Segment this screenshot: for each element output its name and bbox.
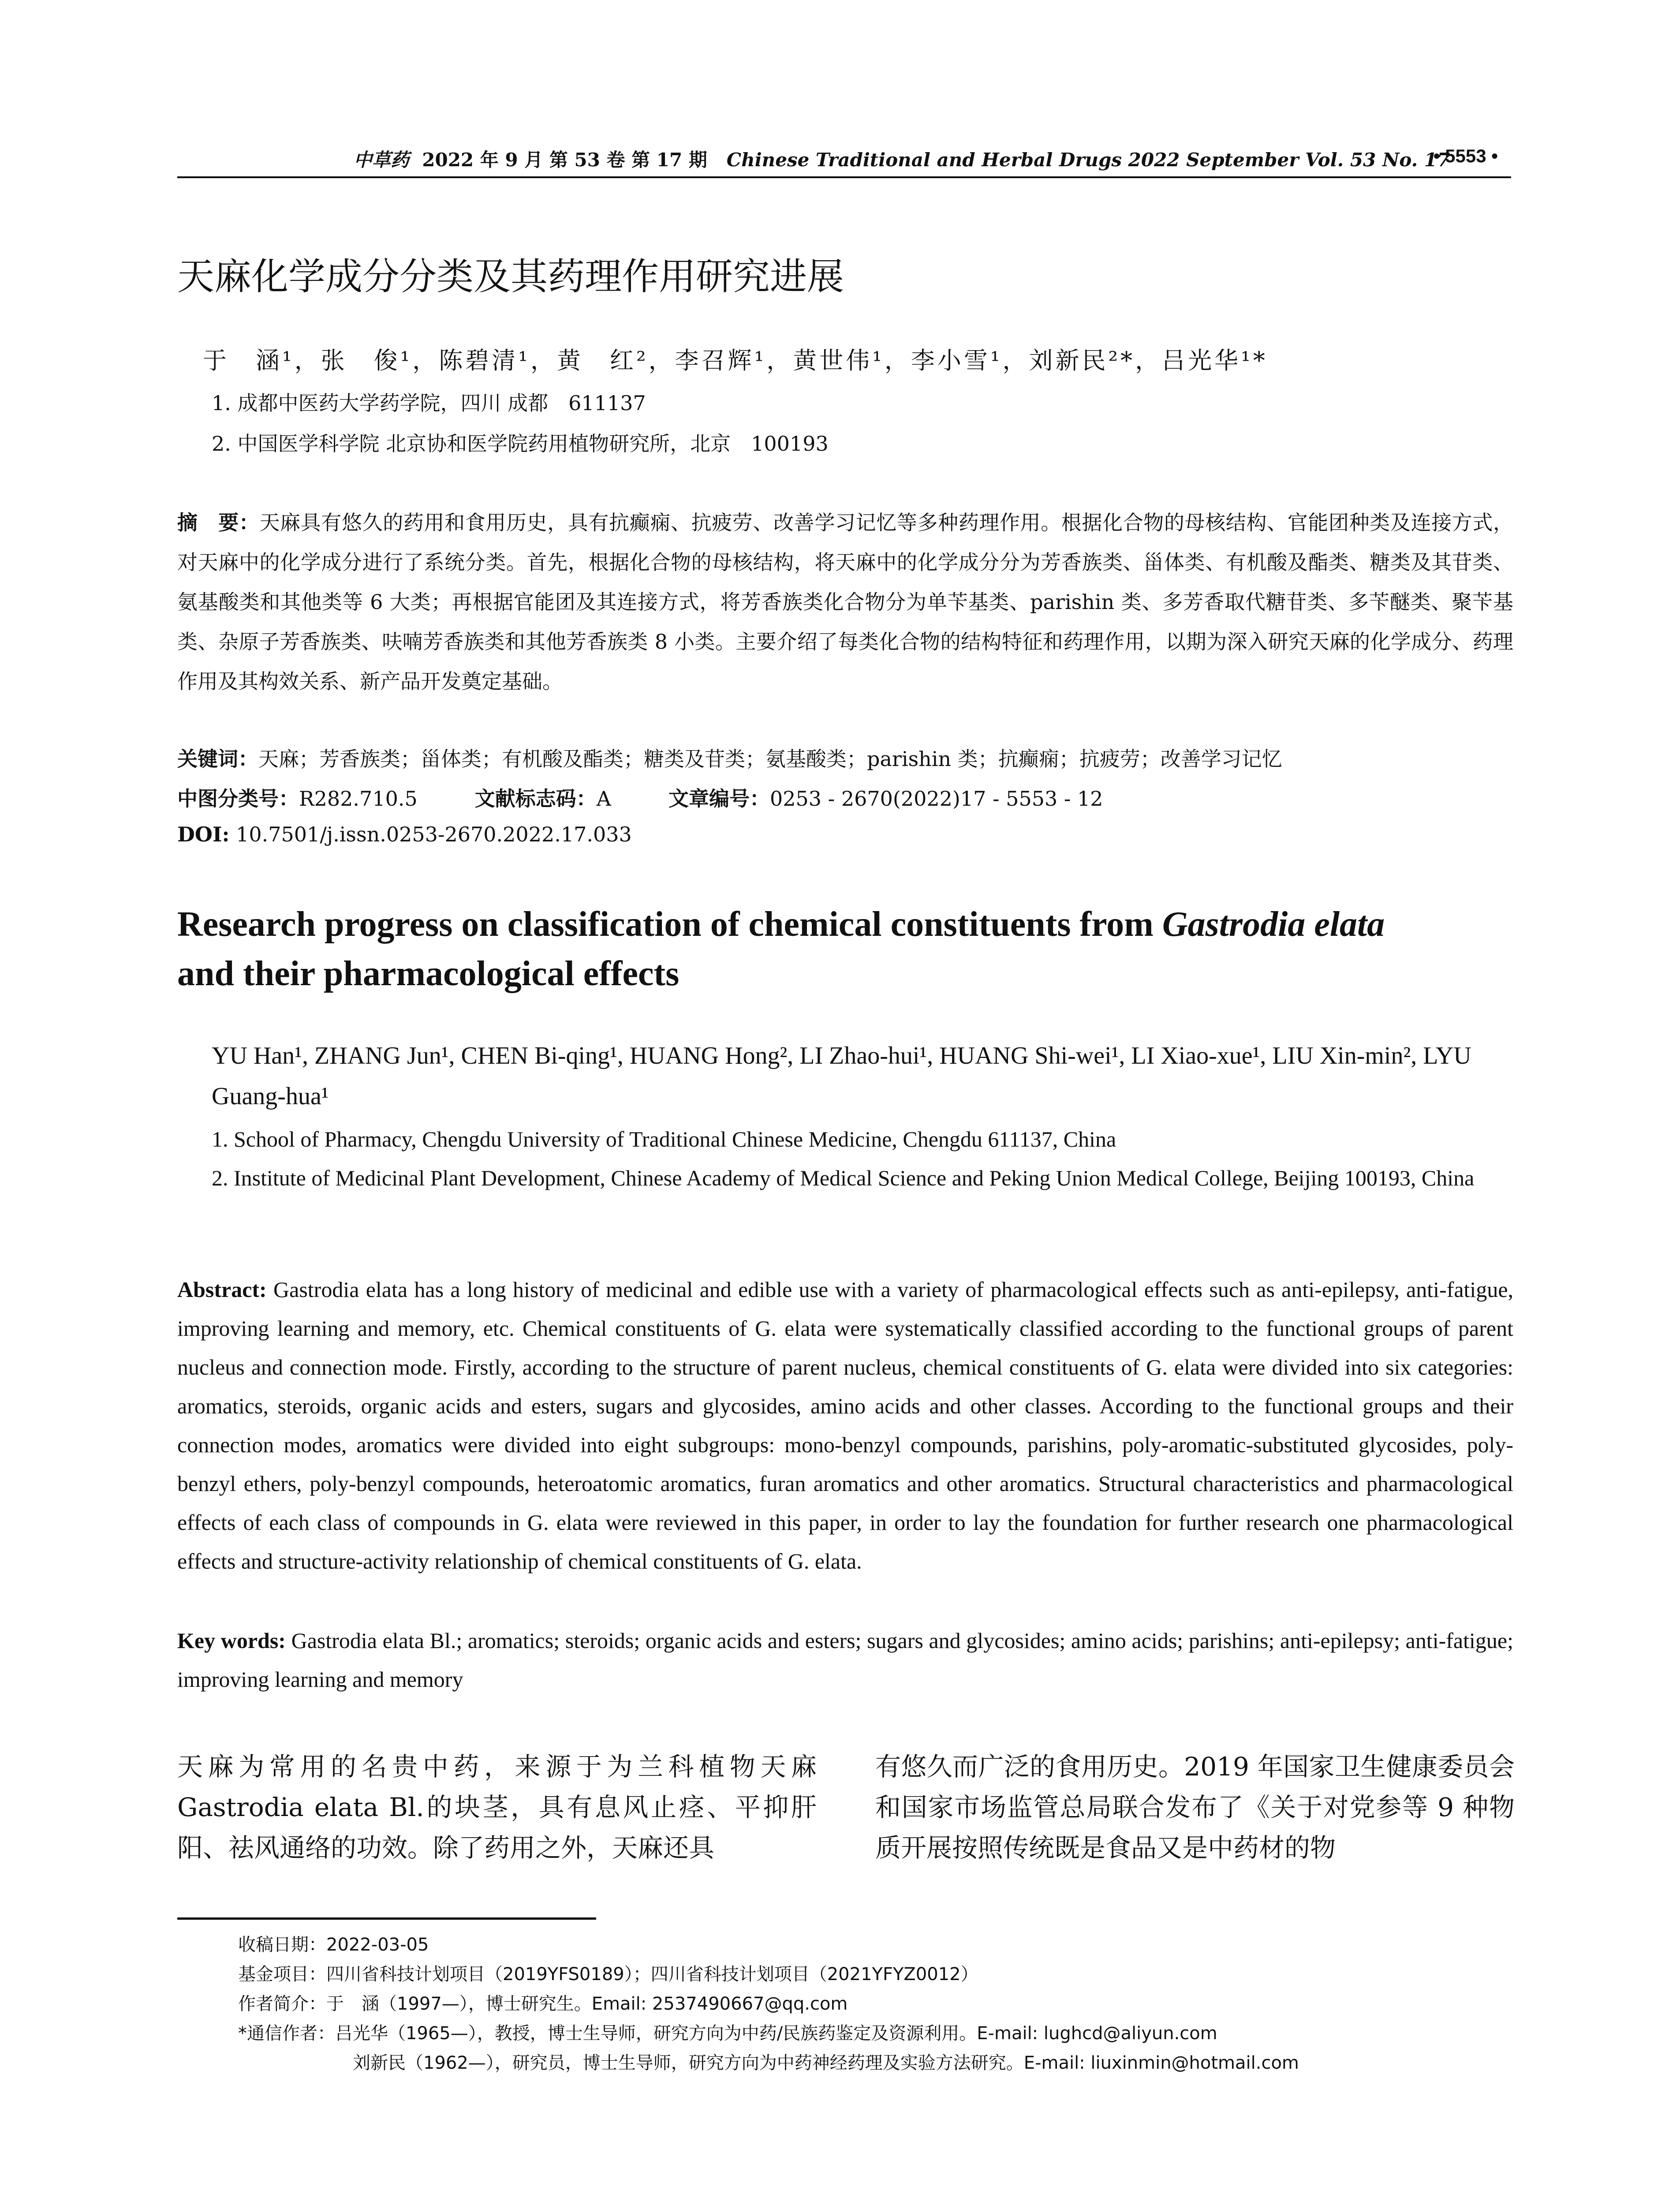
cn-affiliation-1: 1. 成都中医药大学药学院，四川 成都 611137 <box>212 391 646 415</box>
en-title <box>177 900 1513 998</box>
en-abstract <box>177 1270 1513 1581</box>
en-affiliation-2: 2. Institute of Medicinal Plant Development, Chinese Academy of Medical Science and Peking Union Medical College, Beijing 100193, China <box>212 1166 1475 1190</box>
cn-abstract <box>177 503 1513 701</box>
doi-line <box>177 822 632 846</box>
body-column-right: 有悠久而广泛的食用历史。2019 年国家卫生健康委员会和国家市场监管总局联合发布了《关于对党参等 9 种物质开展按照传统既是食品又是中药材的物 <box>875 1752 1515 1863</box>
en-title-part-a: Research progress on classification of chemical constituents from <box>177 905 1162 944</box>
clc-value: R282.710.5 <box>299 787 418 811</box>
en-abstract-label: Abstract: <box>177 1277 267 1302</box>
en-title-part-b: and their pharmacological effects <box>177 954 679 993</box>
doi-label: DOI: <box>177 822 230 846</box>
en-abstract-text: Gastrodia elata has a long history of medicinal and edible use with a variety of pharmacological effects such as anti-epilepsy, anti-fatigue, improving learning and memory, etc. Chemical constituents of G. elata were systematically classified according to the functional groups of parent nucleus and connection mode. Firstly, according to the structure of parent nucleus, chemical constituents of G. elata were divided into six categories: aromatics, steroids, organic acids and esters, sugars and glycosides, amino acids and other classes. According to the functional groups and their connection modes, aromatics were divided into eight subgroups: mono-benzyl compounds, parishins, poly-aromatic-substituted glycosides, poly-benzyl ethers, poly-benzyl compounds, heteroatomic aromatics, furan aromatics and other aromatics. Structural characteristics and pharmacological effects of each class of compounds in G. elata were reviewed in this paper, in order to lay the foundation for further research one pharmacological effects and structure-activity relationship of chemical constituents of G. elata. <box>177 1277 1514 1573</box>
body-column-left: 天麻为常用的名贵中药，来源于为兰科植物天麻 Gastrodia elata Bl.的块茎，具有息风止痉、平抑肝阳、祛风通络的功效。除了药用之外，天麻还具 <box>177 1752 817 1863</box>
en-title-species: Gastrodia elata <box>1162 905 1385 944</box>
cn-title: 天麻化学成分分类及其药理作用研究进展 <box>177 255 844 298</box>
footnote-corresponding-2: 刘新民（1962—），研究员，博士生导师，研究方向为中药神经药理及实验方法研究。E-mail: liuxinmin@hotmail.com <box>353 2053 1299 2073</box>
en-affiliation-1: 1. School of Pharmacy, Chengdu University of Traditional Chinese Medicine, Chengdu 611137, China <box>212 1127 1116 1151</box>
footnote-author-bio: 作者简介：于 涵（1997—），博士研究生。Email: 2537490667@qq.com <box>238 1994 848 2014</box>
clc-label: 中图分类号： <box>177 787 299 811</box>
running-header <box>177 146 1511 178</box>
footnote-received: 收稿日期：2022-03-05 <box>238 1935 429 1955</box>
en-keywords <box>177 1621 1513 1699</box>
page-number: • 5553 • <box>1433 146 1498 166</box>
journal-issue-cn: 2022 年 9 月 第 53 卷 第 17 期 <box>422 149 707 171</box>
cn-classification <box>177 783 1103 812</box>
footnote-corresponding-1: *通信作者：吕光华（1965—），教授，博士生导师，研究方向为中药/民族药鉴定及资源利用。E-mail: lughcd@aliyun.com <box>238 2023 1217 2044</box>
journal-info <box>354 146 1450 172</box>
journal-issue-en: Chinese Traditional and Herbal Drugs 2022 September Vol. 53 No. 17 <box>726 149 1450 171</box>
footnote-divider <box>177 1917 596 1920</box>
cn-keywords-text: 天麻；芳香族类；甾体类；有机酸及酯类；糖类及苷类；氨基酸类；parishin 类；抗癫痫；抗疲劳；改善学习记忆 <box>258 747 1282 771</box>
doi-value: 10.7501/j.issn.0253-2670.2022.17.033 <box>236 822 632 846</box>
doccode-value: A <box>596 787 611 811</box>
cn-affiliation-2: 2. 中国医学科学院 北京协和医学院药用植物研究所，北京 100193 <box>212 432 829 456</box>
cn-abstract-text: 天麻具有悠久的药用和食用历史，具有抗癫痫、抗疲劳、改善学习记忆等多种药理作用。根据化合物的母核结构、官能团种类及连接方式，对天麻中的化学成分进行了系统分类。首先，根据化合物的母核结构，将天麻中的化学成分分为芳香族类、甾体类、有机酸及酯类、糖类及其苷类、氨基酸类和其他类等 6 大类；再根据官能团及其连接方式，将芳香族类化合物分为单苄基类、parishin 类、多芳香取代糖苷类、多苄醚类、聚苄基类、杂原子芳香族类、呋喃芳香族类和其他芳香族类 8 小类。主要介绍了每类化合物的结构特征和药理作用，以期为深入研究天麻的化学成分、药理作用及其构效关系、新产品开发奠定基础。 <box>177 511 1513 693</box>
cn-keywords-label: 关键词： <box>177 747 258 771</box>
cn-authors: 于 涵¹，张 俊¹，陈碧清¹，黄 红²，李召辉¹，黄世伟¹，李小雪¹，刘新民²*，吕光华¹* <box>203 347 1268 374</box>
cn-abstract-label: 摘 要： <box>177 511 260 534</box>
articleno-value: 0253 - 2670(2022)17 - 5553 - 12 <box>769 787 1103 811</box>
cn-keywords <box>177 743 1282 772</box>
en-keywords-text: Gastrodia elata Bl.; aromatics; steroids; organic acids and esters; sugars and glycosides; amino acids; parishins; anti-epilepsy; anti-fatigue; improving learning and memory <box>177 1628 1513 1692</box>
articleno-label: 文章编号： <box>668 787 770 811</box>
en-authors: YU Han¹, ZHANG Jun¹, CHEN Bi-qing¹, HUANG Hong², LI Zhao-hui¹, HUANG Shi-wei¹, LI Xiao-xue¹, LIU Xin-min², LYU Guang-hua¹ <box>212 1042 1471 1110</box>
doccode-label: 文献标志码： <box>474 787 597 811</box>
en-keywords-label: Key words: <box>177 1628 286 1653</box>
footnote-fund: 基金项目：四川省科技计划项目（2019YFS0189）；四川省科技计划项目（2021YFYZ0012） <box>238 1964 978 1984</box>
journal-brand: 中草药 <box>354 149 410 171</box>
